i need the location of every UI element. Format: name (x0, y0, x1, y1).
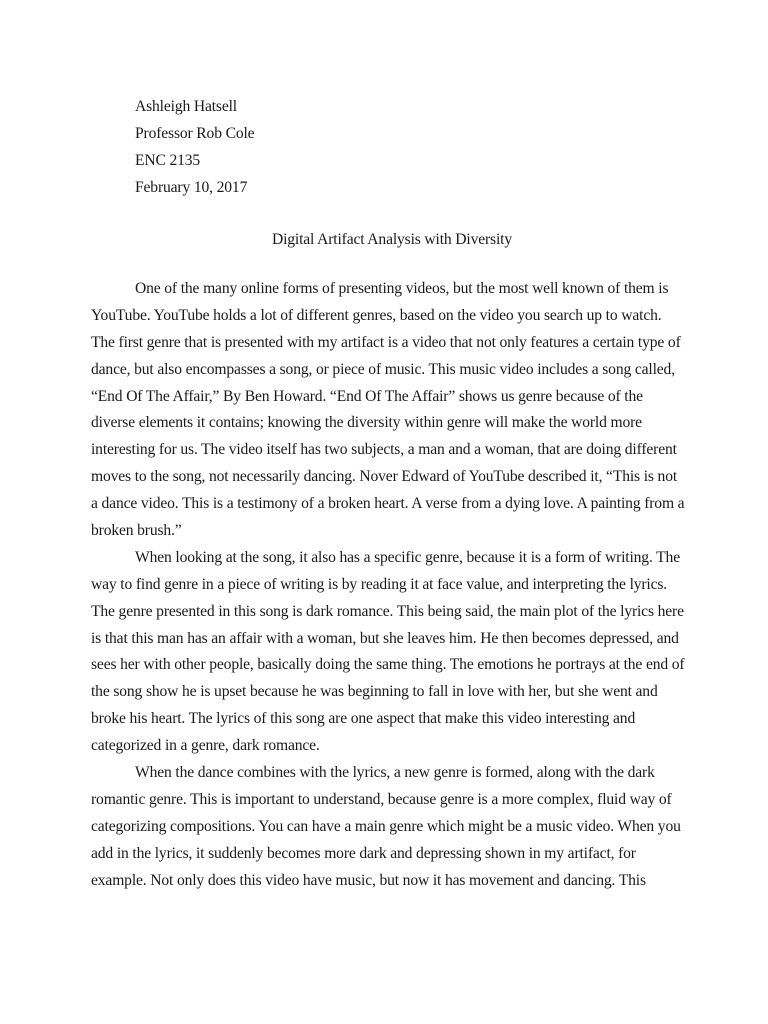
body-line: add in the lyrics, it suddenly becomes more dark and depressing shown in my artifact, for (91, 844, 636, 862)
body-line: broken brush.” (91, 522, 182, 540)
document-date: February 10, 2017 (135, 179, 248, 196)
body-line: moves to the song, not necessarily dancing. Nover Edward of YouTube described it, “This is not (91, 468, 678, 486)
mla-heading (135, 93, 655, 201)
body-line: the song show he is upset because he was beginning to fall in love with her, but she went and (91, 683, 658, 701)
body-line: “End Of The Affair,” By Ben Howard. “End Of The Affair” shows us genre because of the (91, 387, 643, 405)
body-line: a dance video. This is a testimony of a broken heart. A verse from a dying love. A painting from a (91, 495, 685, 513)
body-line: The first genre that is presented with my artifact is a video that not only features a certain type of (91, 333, 681, 351)
course-code: ENC 2135 (135, 152, 201, 169)
body-line: romantic genre. This is important to understand, because genre is a more complex, fluid way of (91, 790, 672, 808)
body-line: One of the many online forms of presenting videos, but the most well known of them is (135, 280, 669, 297)
body-line: When the dance combines with the lyrics, a new genre is formed, along with the dark (135, 764, 655, 782)
body-line: When looking at the song, it also has a specific genre, because it is a form of writing. The (135, 548, 680, 566)
body-line: categorizing compositions. You can have a main genre which might be a music video. When you (91, 817, 681, 835)
author-name: Ashleigh Hatsell (135, 98, 237, 115)
body-line: example. Not only does this video have music, but now it has movement and dancing. This (91, 871, 646, 889)
body-line: categorized in a genre, dark romance. (91, 737, 320, 755)
body-line: The genre presented in this song is dark romance. This being said, the main plot of the lyrics here (91, 602, 684, 620)
body-line: broke his heart. The lyrics of this song are one aspect that make this video interesting and (91, 710, 636, 728)
body-line: sees her with other people, basically doing the same thing. The emotions he portrays at the end of (91, 656, 685, 674)
document-title: Digital Artifact Analysis with Diversity (271, 231, 512, 248)
body-line: way to find genre in a piece of writing is by reading it at face value, and interpreting the lyrics. (91, 575, 668, 593)
body-text (91, 276, 685, 894)
body-line: diverse elements it contains; knowing the diversity within genre will make the world more (91, 414, 642, 432)
body-line: is that this man has an affair with a woman, but she leaves him. He then becomes depressed, and (91, 629, 679, 647)
professor-name: Professor Rob Cole (135, 125, 255, 142)
body-line: YouTube. YouTube holds a lot of different genres, based on the video you search up to watch. (91, 306, 662, 324)
body-line: interesting for us. The video itself has two subjects, a man and a woman, that are doing different (91, 441, 677, 459)
body-line: dance, but also encompasses a song, or piece of music. This music video includes a song called, (91, 360, 675, 378)
